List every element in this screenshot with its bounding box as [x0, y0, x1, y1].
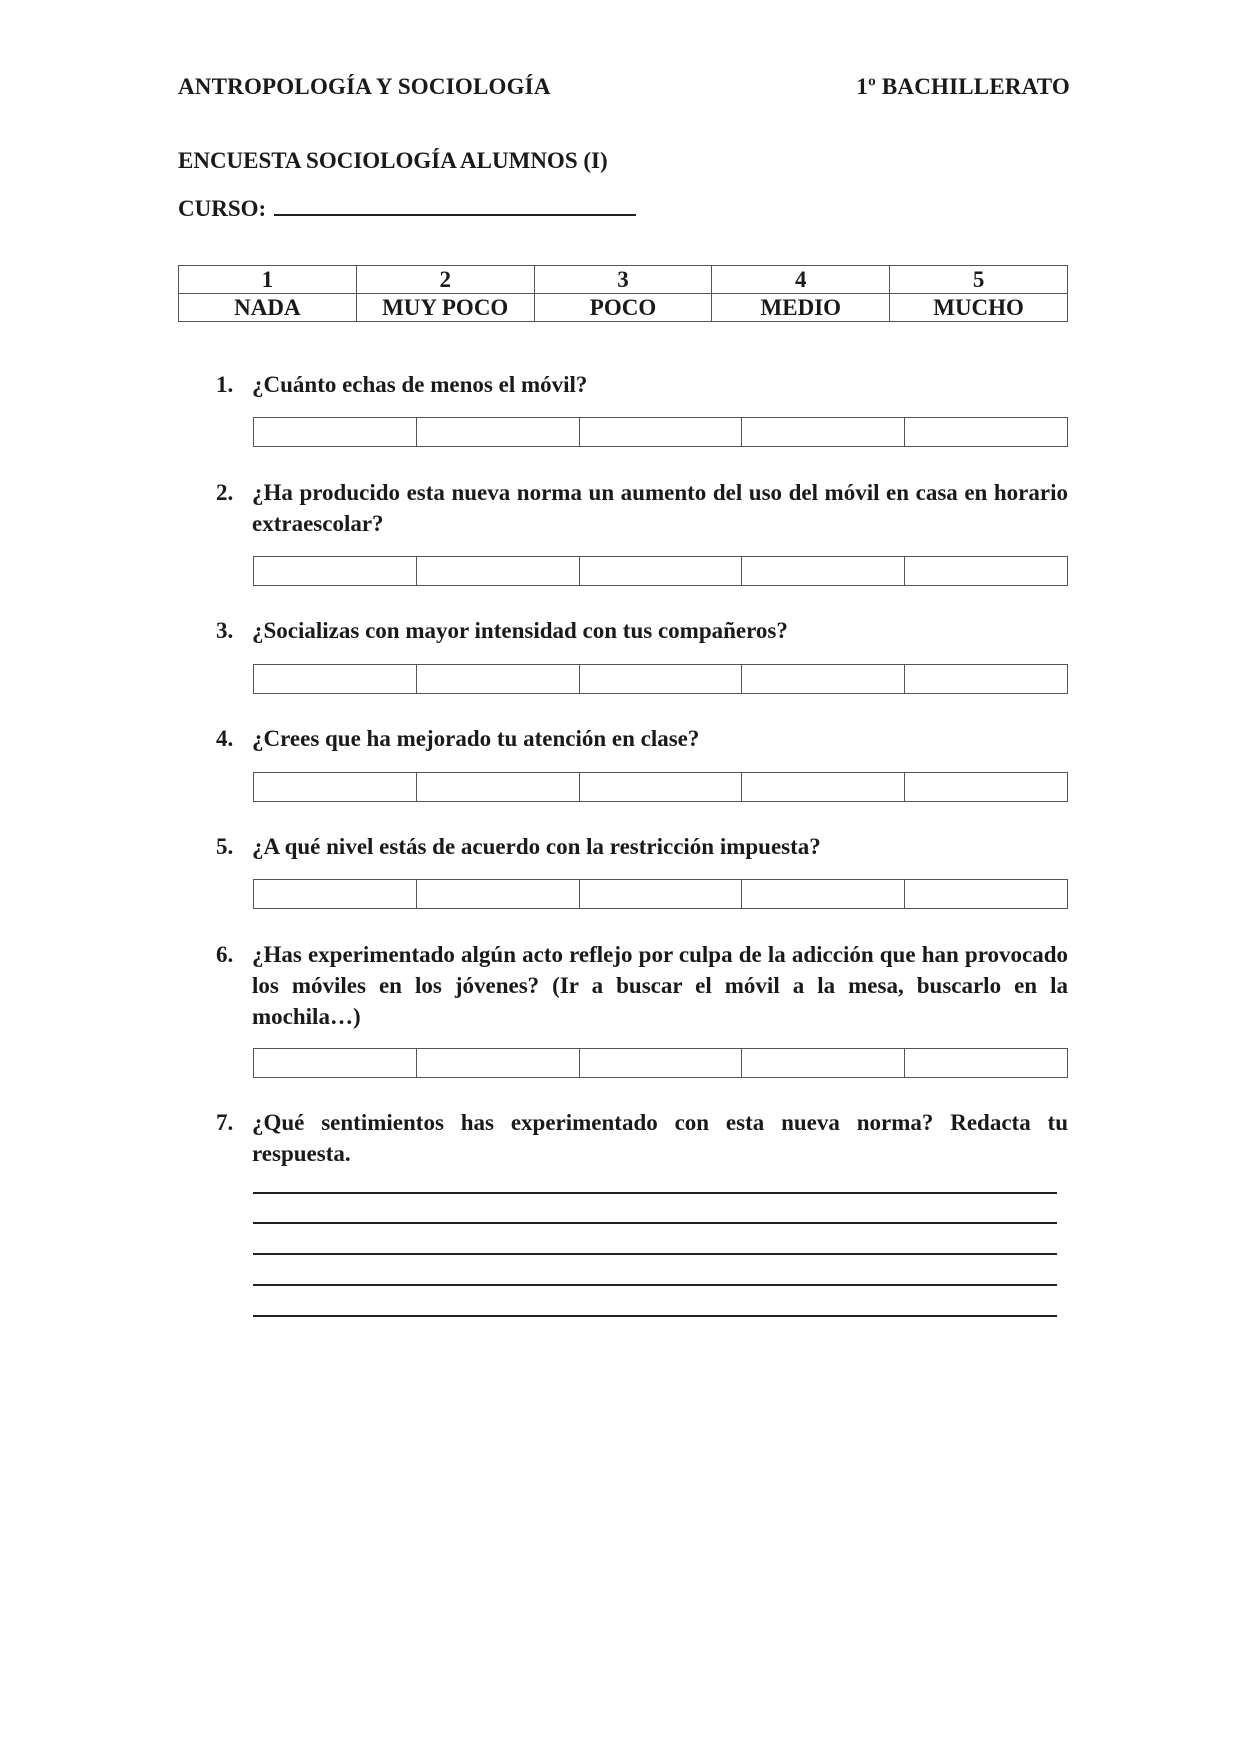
scale-number: 3 — [534, 266, 712, 294]
answer-box[interactable] — [254, 557, 417, 586]
scale-number: 5 — [890, 266, 1068, 294]
curso-field — [178, 196, 636, 222]
answer-box[interactable] — [416, 1049, 579, 1078]
scale-labels-row — [179, 294, 1068, 322]
scale-number: 4 — [712, 266, 890, 294]
question-number: 5. — [216, 834, 234, 859]
answer-box[interactable] — [905, 880, 1068, 909]
scale-number: 2 — [356, 266, 534, 294]
answer-boxes-5 — [253, 879, 1068, 909]
level-header: 1º BACHILLERATO — [856, 74, 1070, 99]
answer-box[interactable] — [416, 418, 579, 447]
answer-box[interactable] — [905, 665, 1068, 694]
answer-box[interactable] — [905, 773, 1068, 802]
question-number: 1. — [216, 372, 234, 397]
scale-label: POCO — [534, 294, 712, 322]
answer-box[interactable] — [742, 880, 905, 909]
answer-box[interactable] — [905, 1049, 1068, 1078]
question-text: ¿A qué nivel estás de acuerdo con la restricción impuesta? — [252, 834, 821, 859]
answer-box[interactable] — [579, 773, 742, 802]
answer-boxes-2 — [253, 556, 1068, 586]
question-number: 7. — [216, 1110, 234, 1135]
answer-box[interactable] — [579, 557, 742, 586]
question-text: ¿Has experimentado algún acto reflejo por culpa de la adicción que han provocado los móviles en los jóvenes? (Ir a buscar el móvil a la mesa, buscarlo en la mochila…) — [252, 942, 1068, 1029]
answer-boxes-4 — [253, 772, 1068, 802]
question-number: 3. — [216, 618, 234, 643]
scale-label: NADA — [179, 294, 357, 322]
answer-boxes-6 — [253, 1048, 1068, 1078]
response-line[interactable] — [253, 1192, 1057, 1194]
answer-box[interactable] — [742, 773, 905, 802]
response-line[interactable] — [253, 1315, 1057, 1317]
answer-box[interactable] — [742, 557, 905, 586]
answer-box[interactable] — [742, 418, 905, 447]
response-line[interactable] — [253, 1222, 1057, 1224]
question-text: ¿Socializas con mayor intensidad con tus compañeros? — [252, 618, 788, 643]
question-text: ¿Qué sentimientos has experimentado con esta nueva norma? Redacta tu respuesta. — [252, 1110, 1068, 1166]
answer-box[interactable] — [579, 665, 742, 694]
scale-number: 1 — [179, 266, 357, 294]
answer-box[interactable] — [254, 418, 417, 447]
question-text: ¿Crees que ha mejorado tu atención en clase? — [252, 726, 700, 751]
rating-scale-table — [178, 265, 1068, 322]
subject-header: ANTROPOLOGÍA Y SOCIOLOGÍA — [178, 74, 551, 99]
question-number: 6. — [216, 942, 234, 967]
curso-label: CURSO: — [178, 196, 267, 221]
answer-box[interactable] — [416, 773, 579, 802]
answer-box[interactable] — [416, 557, 579, 586]
question-text: ¿Cuánto echas de menos el móvil? — [252, 372, 588, 397]
scale-label: MEDIO — [712, 294, 890, 322]
question-number: 4. — [216, 726, 234, 751]
answer-boxes-1 — [253, 417, 1068, 447]
scale-label: MUCHO — [890, 294, 1068, 322]
answer-box[interactable] — [742, 665, 905, 694]
answer-box[interactable] — [905, 557, 1068, 586]
response-line[interactable] — [253, 1253, 1057, 1255]
answer-box[interactable] — [254, 880, 417, 909]
answer-box[interactable] — [905, 418, 1068, 447]
scale-label: MUY POCO — [356, 294, 534, 322]
response-line[interactable] — [253, 1284, 1057, 1286]
answer-box[interactable] — [416, 665, 579, 694]
answer-boxes-3 — [253, 664, 1068, 694]
answer-box[interactable] — [254, 773, 417, 802]
answer-box[interactable] — [254, 665, 417, 694]
answer-box[interactable] — [579, 880, 742, 909]
scale-numbers-row — [179, 266, 1068, 294]
question-number: 2. — [216, 480, 234, 505]
curso-blank-line[interactable] — [274, 196, 636, 216]
question-text: ¿Ha producido esta nueva norma un aumento del uso del móvil en casa en horario extraescolar? — [252, 480, 1068, 536]
survey-title: ENCUESTA SOCIOLOGÍA ALUMNOS (I) — [178, 148, 608, 173]
answer-box[interactable] — [579, 1049, 742, 1078]
answer-box[interactable] — [416, 880, 579, 909]
answer-box[interactable] — [254, 1049, 417, 1078]
answer-box[interactable] — [742, 1049, 905, 1078]
answer-box[interactable] — [579, 418, 742, 447]
